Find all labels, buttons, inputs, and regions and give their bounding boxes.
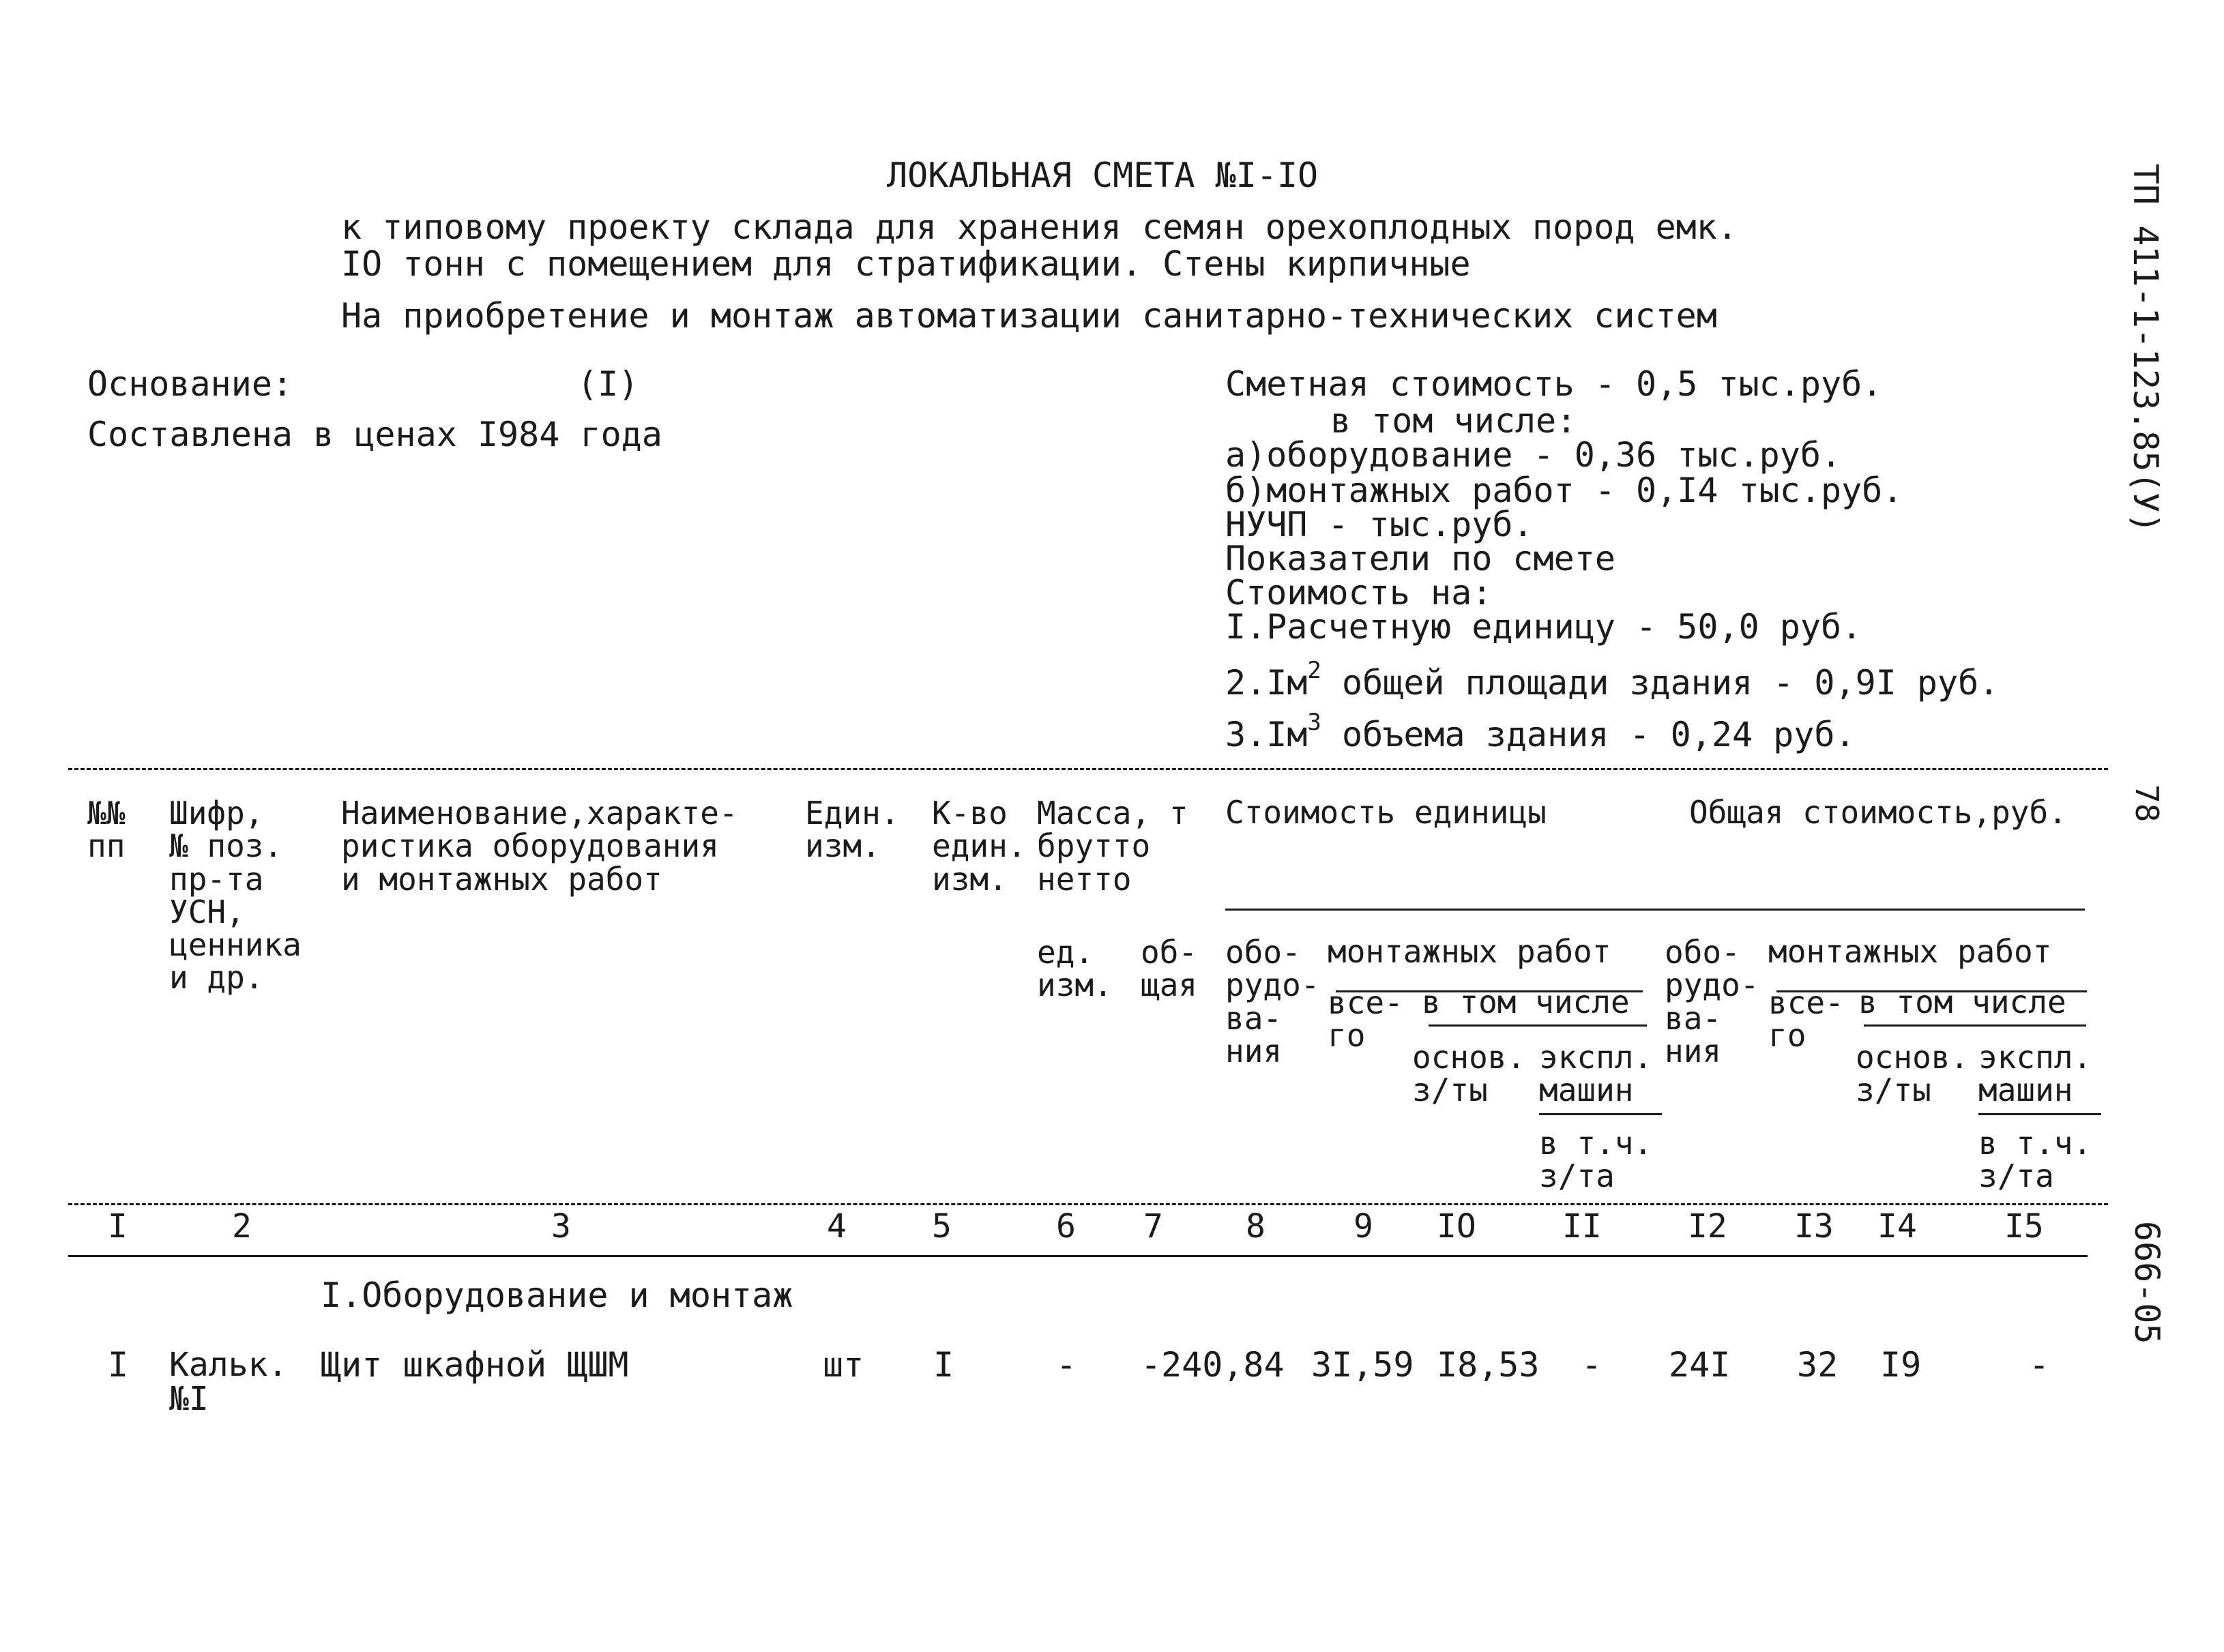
basis-label: Основание:	[87, 364, 293, 404]
cost-on-label: Стоимость на:	[1225, 573, 1493, 613]
cost-per-unit: I.Расчетную единицу - 50,0 руб.	[1225, 607, 1862, 647]
header-mass-total: об- щая	[1141, 934, 1198, 1004]
header-total-equipment: обо- рудо- ва- ния	[1665, 934, 1759, 1070]
total-machine-rule	[1978, 1113, 2101, 1115]
header-total-cost: Общая стоимость,руб.	[1689, 794, 2067, 831]
header-unit-equipment: обо- рудо- ва- ния	[1225, 934, 1320, 1070]
unit-incl-rule	[1429, 1024, 1647, 1027]
header-total-incl-wage: в т.ч. з/та	[1978, 1125, 2092, 1195]
section-title: I.Оборудование и монтаж	[321, 1275, 793, 1315]
col-num-8: 8	[1246, 1207, 1265, 1245]
estimated-cost: Сметная стоимость - 0,5 тыс.руб.	[1225, 364, 1883, 404]
col-num-10: IO	[1437, 1207, 1476, 1245]
row-machine-unit: -	[1581, 1345, 1603, 1385]
document-title: ЛОКАЛЬНАЯ СМЕТА №I-IO	[887, 156, 1319, 195]
document-purpose: На приобретение и монтаж автоматизации санитарно-технических систем	[341, 296, 1717, 336]
header-total-installation: монтажных работ	[1768, 933, 2052, 970]
installation-cost: б)монтажных работ - 0,I4 тыс.руб.	[1225, 471, 1903, 510]
document-subtitle-line2: IO тонн с помещением для стратификации. Стены кирпичные	[341, 244, 1471, 284]
col-num-2: 2	[232, 1207, 252, 1245]
header-unit-cost: Стоимость единицы	[1225, 794, 1547, 831]
cost-group-rule	[1225, 909, 2085, 911]
page-number: 78	[2128, 784, 2165, 823]
header-unit-incl: в том числе	[1422, 984, 1630, 1020]
col-num-7: 7	[1143, 1207, 1163, 1245]
col-num-11: II	[1562, 1207, 1602, 1245]
document-subtitle-line1: к типовому проекту склада для хранения семян орехоплодных пород емк.	[341, 207, 1738, 247]
nuchp-cost: НУЧП - тыс.руб.	[1225, 505, 1534, 544]
including-label: в том числе:	[1330, 401, 1577, 441]
col-num-3: 3	[551, 1207, 571, 1245]
indicators-label: Показатели по смете	[1225, 539, 1615, 578]
header-qty: К-во един. изм.	[932, 795, 1027, 898]
col-num-4: 4	[827, 1207, 847, 1245]
equipment-cost: а)оборудование - 0,36 тыс.руб.	[1225, 435, 1842, 475]
header-total-base-wage: основ. з/ты	[1856, 1039, 1970, 1109]
total-incl-rule	[1864, 1024, 2086, 1027]
header-bottom-rule	[68, 1203, 2108, 1205]
row-num: I	[108, 1345, 129, 1385]
col-num-12: I2	[1688, 1207, 1727, 1245]
row-install-total: 32	[1797, 1345, 1839, 1385]
col-num-5: 5	[932, 1207, 952, 1245]
header-mass-unit: ед. изм.	[1037, 934, 1113, 1004]
cost-per-m3: $3.Iм^3$ объема здания - 0,24 руб.	[1225, 709, 1856, 754]
row-qty: I	[933, 1345, 954, 1385]
row-mass-total: -	[1141, 1345, 1162, 1385]
col-num-13: I3	[1794, 1207, 1834, 1245]
col-num-1: I	[108, 1207, 128, 1245]
basis-ref: (I)	[577, 364, 639, 404]
row-mass-unit: -	[1056, 1345, 1077, 1385]
col-num-6: 6	[1056, 1207, 1076, 1245]
header-unit-base-wage: основ. з/ты	[1412, 1039, 1526, 1109]
row-name: Щит шкафной ЩШМ	[321, 1345, 629, 1385]
col-num-15: I5	[2004, 1207, 2044, 1245]
header-total-machine: экспл. машин	[1978, 1039, 2092, 1109]
header-mass: Масса, т брутто нетто	[1037, 795, 1188, 898]
row-unit: шт	[823, 1345, 864, 1385]
header-unit-installation: монтажных работ	[1328, 933, 1611, 970]
project-code-stamp: ТП 411-1-123.85(У)	[2126, 164, 2165, 533]
header-unit: Един. изм.	[805, 795, 900, 865]
column-numbers-rule	[68, 1255, 2088, 1257]
table-top-rule	[68, 768, 2108, 770]
unit-machine-rule	[1539, 1113, 1662, 1115]
header-unit-incl-wage: в т.ч. з/та	[1539, 1125, 1653, 1195]
sheet-code: 666-05	[2127, 1221, 2167, 1344]
row-install-unit: 3I,59	[1311, 1345, 1414, 1385]
row-equip-unit: 240,84	[1161, 1345, 1285, 1385]
header-num: №№ пп	[87, 795, 126, 865]
row-base-wage-unit: I8,53	[1437, 1345, 1540, 1385]
col-num-9: 9	[1354, 1207, 1373, 1245]
row-machine-total: -	[2029, 1345, 2050, 1385]
header-total-all: все- го	[1768, 984, 1844, 1054]
price-base: Составлена в ценах I984 года	[87, 415, 662, 454]
header-name: Наименование,характе- ристика оборудования и монтажных работ	[341, 795, 738, 898]
row-base-wage-total: I9	[1880, 1345, 1922, 1385]
row-equip-total: 24I	[1669, 1345, 1731, 1385]
header-total-incl: в том числе	[1858, 984, 2066, 1020]
header-unit-machine: экспл. машин	[1539, 1039, 1653, 1109]
cost-per-m2: $2.Iм^2$ общей площади здания - 0,9I руб.	[1225, 657, 2000, 703]
header-unit-all: все- го	[1328, 984, 1403, 1054]
row-code: Кальк. №I	[169, 1346, 288, 1419]
col-num-14: I4	[1877, 1207, 1917, 1245]
header-code: Шифр, № поз. пр-та УСН, ценника и др.	[169, 795, 302, 997]
